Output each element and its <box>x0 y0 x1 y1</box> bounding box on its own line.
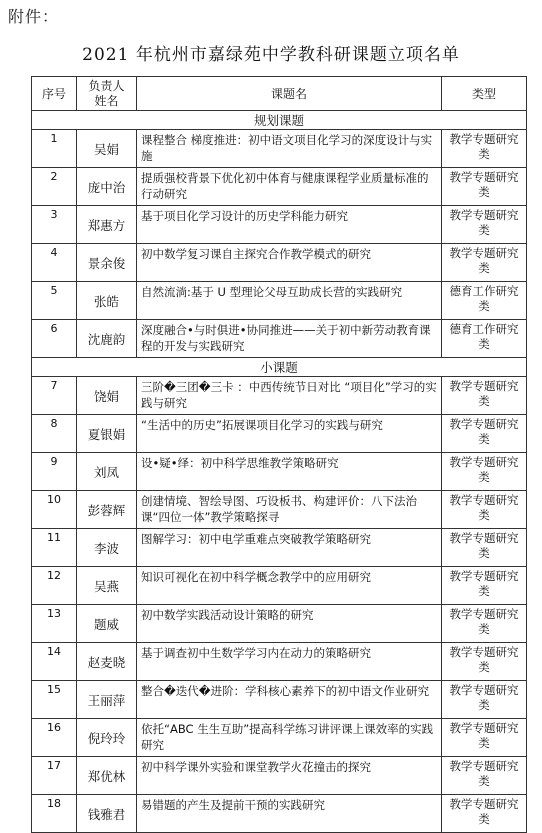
table-row <box>32 719 527 757</box>
topic-title: 深度融合•与时俱进•协同推进——关于初中新劳动教育课程的开发与实践研究 <box>137 320 442 358</box>
leader-name: 吴娟 <box>77 130 137 168</box>
leader-name: 刘凤 <box>77 453 137 491</box>
document-title: 2021 年杭州市嘉绿苑中学教科研课题立项名单 <box>82 45 460 65</box>
table-row <box>32 681 527 719</box>
topic-type: 教学专题研究类 <box>442 605 527 643</box>
row-number: 5 <box>32 282 77 320</box>
row-number: 15 <box>32 681 77 719</box>
row-number: 18 <box>32 795 77 833</box>
topic-title: 基于调查初中生数学学习内在动力的策略研究 <box>137 643 442 681</box>
topic-type: 教学专题研究类 <box>442 453 527 491</box>
leader-name: 夏银娟 <box>77 415 137 453</box>
leader-name: 庞中治 <box>77 168 137 206</box>
leader-name: 郑惠方 <box>77 206 137 244</box>
leader-name: 赵麦晓 <box>77 643 137 681</box>
section-label: 规划课题 <box>32 111 527 130</box>
topic-title: 易错题的产生及提前干预的实践研究 <box>137 795 442 833</box>
leader-name: 彭蓉辉 <box>77 491 137 529</box>
leader-name: 李波 <box>77 529 137 567</box>
topic-type: 德育工作研究类 <box>442 320 527 358</box>
table-row <box>32 567 527 605</box>
row-number: 16 <box>32 719 77 757</box>
table-row <box>32 244 527 282</box>
topic-type: 教学专题研究类 <box>442 377 527 415</box>
table-row <box>32 206 527 244</box>
column-header-topic: 课题名 <box>137 77 442 111</box>
topic-title: 知识可视化在初中科学概念教学中的应用研究 <box>137 567 442 605</box>
table-row <box>32 320 527 358</box>
row-number: 4 <box>32 244 77 282</box>
leader-name: 景余俊 <box>77 244 137 282</box>
topic-title: 初中数学复习课自主探究合作教学模式的研究 <box>137 244 442 282</box>
table-row <box>32 757 527 795</box>
section-header-row <box>32 111 527 130</box>
topic-type: 教学专题研究类 <box>442 415 527 453</box>
topic-type: 教学专题研究类 <box>442 491 527 529</box>
table-row <box>32 415 527 453</box>
table-row <box>32 168 527 206</box>
row-number: 9 <box>32 453 77 491</box>
table-row <box>32 643 527 681</box>
topic-type: 教学专题研究类 <box>442 529 527 567</box>
row-number: 6 <box>32 320 77 358</box>
project-list-table <box>31 76 527 833</box>
topic-type: 教学专题研究类 <box>442 168 527 206</box>
topic-title: 自然流淌:基于 U 型理论父母互助成长营的实践研究 <box>137 282 442 320</box>
topic-type: 教学专题研究类 <box>442 567 527 605</box>
table-row <box>32 795 527 833</box>
table-row <box>32 605 527 643</box>
topic-title: 整合�迭代�进阶：学科核心素养下的初中语文作业研究 <box>137 681 442 719</box>
leader-name: 倪玲玲 <box>77 719 137 757</box>
topic-title: 三阶�三团�三卡 ：中西传统节日对比 “项目化”学习的实践与研究 <box>137 377 442 415</box>
row-number: 14 <box>32 643 77 681</box>
topic-type: 教学专题研究类 <box>442 643 527 681</box>
row-number: 17 <box>32 757 77 795</box>
leader-name: 张皓 <box>77 282 137 320</box>
table-row <box>32 529 527 567</box>
column-header-type: 类型 <box>442 77 527 111</box>
topic-type: 教学专题研究类 <box>442 130 527 168</box>
topic-type: 教学专题研究类 <box>442 795 527 833</box>
attachment-label: 附件： <box>8 7 60 26</box>
row-number: 8 <box>32 415 77 453</box>
leader-name: 沈鹿韵 <box>77 320 137 358</box>
topic-type: 教学专题研究类 <box>442 244 527 282</box>
topic-title: “生活中的历史”拓展课项目化学习的实践与研究 <box>137 415 442 453</box>
topic-title: 初中科学课外实验和课堂教学火花撞击的探究 <box>137 757 442 795</box>
table-row <box>32 491 527 529</box>
leader-name: 吴燕 <box>77 567 137 605</box>
leader-name: 郑优林 <box>77 757 137 795</box>
table-row <box>32 282 527 320</box>
topic-title: 依托“ABC 生生互助”提高科学练习讲评课上课效率的实践研究 <box>137 719 442 757</box>
table-row <box>32 377 527 415</box>
topic-title: 基于项目化学习设计的历史学科能力研究 <box>137 206 442 244</box>
topic-type: 教学专题研究类 <box>442 719 527 757</box>
topic-title: 设•疑•绎：初中科学思维教学策略研究 <box>137 453 442 491</box>
topic-title: 图解学习：初中电学重难点突破教学策略研究 <box>137 529 442 567</box>
table-body <box>32 111 527 833</box>
row-number: 3 <box>32 206 77 244</box>
row-number: 7 <box>32 377 77 415</box>
topic-title: 课程整合 梯度推进：初中语文项目化学习的深度设计与实施 <box>137 130 442 168</box>
topic-title: 提质强校背景下优化初中体育与健康课程学业质量标准的行动研究 <box>137 168 442 206</box>
topic-type: 德育工作研究类 <box>442 282 527 320</box>
table-row <box>32 453 527 491</box>
topic-title: 初中数学实践活动设计策略的研究 <box>137 605 442 643</box>
leader-name: 钱雅君 <box>77 795 137 833</box>
table-row <box>32 130 527 168</box>
topic-title: 创建情境、智绘导图、巧设板书、构建评价：八下法治课“四位一体”教学策略探寻 <box>137 491 442 529</box>
row-number: 12 <box>32 567 77 605</box>
row-number: 2 <box>32 168 77 206</box>
column-header-number: 序号 <box>32 77 77 111</box>
row-number: 13 <box>32 605 77 643</box>
row-number: 10 <box>32 491 77 529</box>
topic-type: 教学专题研究类 <box>442 206 527 244</box>
leader-name: 王丽萍 <box>77 681 137 719</box>
leader-name: 题威 <box>77 605 137 643</box>
leader-name: 饶娟 <box>77 377 137 415</box>
section-header-row <box>32 358 527 377</box>
table-header-row <box>32 77 527 111</box>
section-label: 小课题 <box>32 358 527 377</box>
topic-type: 教学专题研究类 <box>442 757 527 795</box>
column-header-leader: 负责人 姓名 <box>77 77 137 111</box>
topic-type: 教学专题研究类 <box>442 681 527 719</box>
row-number: 11 <box>32 529 77 567</box>
row-number: 1 <box>32 130 77 168</box>
